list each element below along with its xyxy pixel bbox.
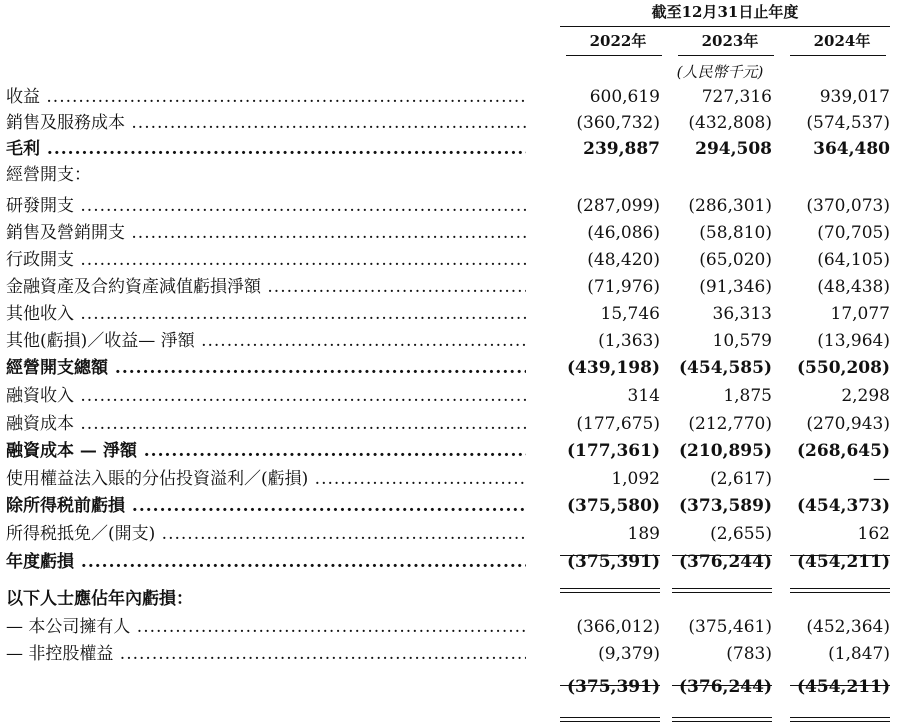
row-value: (268,645) [797,441,890,461]
row-value: (1,847) [828,644,890,664]
row-label: 銷售及營銷開支 ..... [6,220,526,246]
table-row [0,355,900,381]
row-label: 所得税抵免／(開支) ..... [6,521,526,547]
table-row [0,549,900,575]
year-2022-header: 2022年 [589,32,647,50]
row-label: 融資成本 — 淨額 ..... [6,438,526,464]
row-label: 融資成本 ..... [6,411,526,437]
row-label: 研發開支 ..... [6,193,526,219]
row-label: 毛利 ..... [6,136,526,162]
table-row [0,493,900,519]
total-double-rule [672,717,772,722]
table-row [0,383,900,409]
row-label: 經營開支總額 ..... [6,355,526,381]
table-row [0,220,900,246]
table-row [0,274,900,300]
row-value: (13,964) [817,331,890,351]
table-row [0,328,900,354]
subtotal-rule [672,685,772,686]
row-value: (432,808) [688,113,772,133]
subtotal-rule [790,555,890,556]
row-value: (1,363) [598,331,660,351]
row-value: 314 [627,386,660,406]
row-value: 600,619 [589,87,660,107]
row-label: 以下人士應佔年內虧損： [6,589,193,609]
subtotal-rule [560,685,660,686]
row-value: 36,313 [712,304,772,324]
row-value: 162 [857,524,890,544]
row-value: (454,373) [797,496,890,516]
table-row [0,193,900,219]
row-value: (70,705) [817,223,890,243]
row-value: 727,316 [701,87,772,107]
row-label: — 非控股權益 ..... [6,641,526,667]
row-value: (71,976) [587,277,660,297]
table-row [0,110,900,136]
row-label: 金融資產及合約資產減值虧損淨額 ..... [6,274,526,300]
row-value: (9,379) [598,644,660,664]
row-value: (287,099) [576,196,660,216]
year-2024-header: 2024年 [813,32,871,50]
row-value: (48,420) [587,250,660,270]
row-value [672,162,772,188]
year-rule [678,55,774,56]
row-value: (2,655) [710,524,772,544]
row-value: (574,537) [806,113,890,133]
row-value: (64,105) [817,250,890,270]
row-value: (376,244) [679,552,772,572]
row-value: 2,298 [841,386,890,406]
row-value: 364,480 [813,139,890,159]
row-label [6,674,526,700]
row-value: (452,364) [806,617,890,637]
row-value: 1,092 [611,469,660,489]
table-row [0,301,900,327]
row-value: (212,770) [688,414,772,434]
row-label: 除所得税前虧損 ..... [6,493,526,519]
row-label: 行政開支 ..... [6,247,526,273]
row-value: (439,198) [567,358,660,378]
table-row [0,614,900,640]
row-value: (550,208) [797,358,890,378]
row-value: (373,589) [679,496,772,516]
row-value: (370,073) [806,196,890,216]
row-value: (177,675) [576,414,660,434]
row-value: (48,438) [817,277,890,297]
row-value [790,162,890,188]
row-value: 1,875 [723,386,772,406]
row-value: (375,461) [688,617,772,637]
row-value: (454,211) [797,677,890,697]
subtotal-rule [560,555,660,556]
period-header: 截至12月31日止年度 [651,3,799,21]
row-value [560,162,660,188]
row-value: (46,086) [587,223,660,243]
total-double-rule [790,717,890,722]
row-value: (375,391) [567,677,660,697]
header-rule [560,26,890,27]
table-row [0,136,900,162]
total-double-rule [790,588,890,593]
total-double-rule [560,717,660,722]
subtotal-rule [672,555,772,556]
subtotal-rule [790,685,890,686]
year-2023-header: 2023年 [701,32,759,50]
row-value: (2,617) [710,469,772,489]
row-value: (65,020) [699,250,772,270]
table-row [0,438,900,464]
total-double-rule [560,588,660,593]
row-label: 融資收入 ..... [6,383,526,409]
table-row [0,641,900,667]
table-row [0,466,900,492]
row-value: 10,579 [712,331,772,351]
row-value: 189 [627,524,660,544]
year-rule [790,55,886,56]
total-double-rule [672,588,772,593]
row-value: 294,508 [695,139,772,159]
row-label: 年度虧損 ..... [6,549,526,575]
row-value: (270,943) [806,414,890,434]
row-label: 銷售及服務成本 ..... [6,110,526,136]
table-row [0,674,900,700]
table-row [0,162,900,188]
row-value: (366,012) [576,617,660,637]
row-label: — 本公司擁有人 ..... [6,614,526,640]
row-value: (375,580) [567,496,660,516]
table-row [0,411,900,437]
row-label: 其他收入 ..... [6,301,526,327]
unit-label: (人民幣千元) [676,63,764,81]
row-label: 收益 ..... [6,84,526,110]
row-label: 經營開支： [6,165,91,185]
row-value: (286,301) [688,196,772,216]
row-value: — [873,469,890,489]
row-value: (783) [726,644,772,664]
row-value: (177,361) [567,441,660,461]
row-value: (454,585) [679,358,772,378]
table-row [0,247,900,273]
row-value: (210,895) [679,441,772,461]
row-value: (58,810) [699,223,772,243]
table-row [0,84,900,110]
row-value: (376,244) [679,677,772,697]
row-value: (375,391) [567,552,660,572]
row-value: (91,346) [699,277,772,297]
table-row [0,521,900,547]
row-value: 15,746 [600,304,660,324]
row-value: 239,887 [583,139,660,159]
row-value: (360,732) [576,113,660,133]
row-label: 其他(虧損)／收益— 淨額 ..... [6,328,526,354]
row-value: 17,077 [830,304,890,324]
row-value: 939,017 [819,87,890,107]
row-value: (454,211) [797,552,890,572]
row-label: 使用權益法入賬的分佔投資溢利／(虧損) ..... [6,466,526,492]
year-rule [566,55,662,56]
